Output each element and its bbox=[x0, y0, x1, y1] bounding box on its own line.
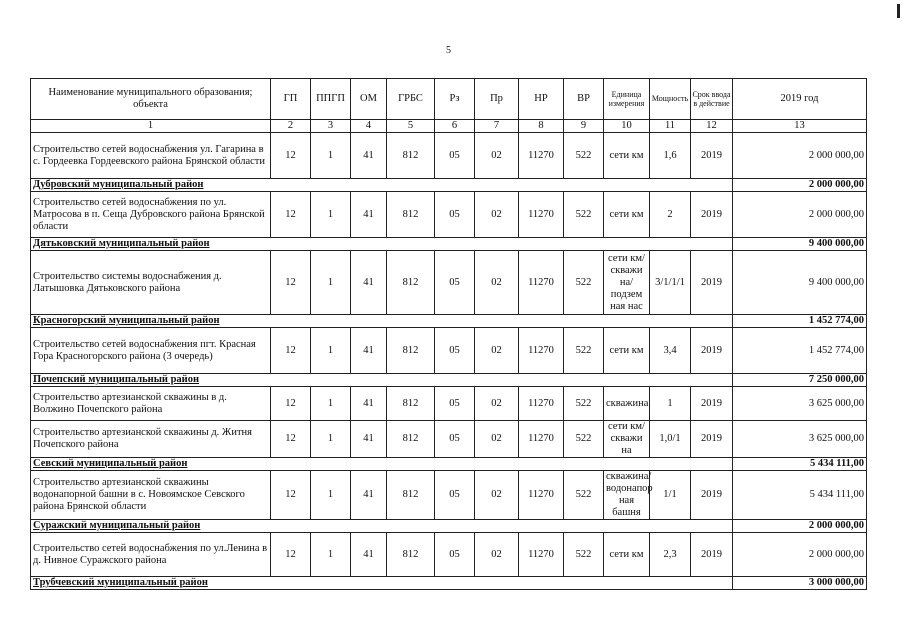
object-name: Строительство артезианской скважины д. Житня Почепского района bbox=[31, 421, 271, 458]
cell-vr: 522 bbox=[564, 387, 604, 421]
cell-capacity: 3/1/1/1 bbox=[650, 251, 691, 315]
cell-amount: 5 434 111,00 bbox=[733, 471, 867, 520]
cell-om: 41 bbox=[351, 471, 387, 520]
cell-vr: 522 bbox=[564, 533, 604, 577]
column-number: 9 bbox=[564, 120, 604, 133]
cell-grbs: 812 bbox=[387, 421, 435, 458]
table-row bbox=[31, 533, 867, 577]
cell-ppgp: 1 bbox=[311, 533, 351, 577]
cell-amount: 2 000 000,00 bbox=[733, 533, 867, 577]
budget-table bbox=[30, 78, 867, 590]
district-name: Севский муниципальный район bbox=[31, 458, 733, 471]
district-name: Дятьковский муниципальный район bbox=[31, 238, 733, 251]
cell-nr: 11270 bbox=[519, 387, 564, 421]
cell-ppgp: 1 bbox=[311, 133, 351, 179]
district-name: Дубровский муниципальный район bbox=[31, 179, 733, 192]
page-number: 5 bbox=[446, 45, 451, 56]
cell-rz: 05 bbox=[435, 471, 475, 520]
column-number: 7 bbox=[475, 120, 519, 133]
district-amount: 5 434 111,00 bbox=[733, 458, 867, 471]
cell-amount: 3 625 000,00 bbox=[733, 421, 867, 458]
scan-edge-mark bbox=[897, 4, 900, 18]
header-gp: ГП bbox=[271, 79, 311, 120]
cell-pr: 02 bbox=[475, 133, 519, 179]
cell-unit: сети км bbox=[604, 192, 650, 238]
cell-grbs: 812 bbox=[387, 533, 435, 577]
cell-grbs: 812 bbox=[387, 133, 435, 179]
cell-nr: 11270 bbox=[519, 328, 564, 374]
district-name: Красногорский муниципальный район bbox=[31, 315, 733, 328]
cell-rz: 05 bbox=[435, 328, 475, 374]
table-row bbox=[31, 251, 867, 315]
cell-rz: 05 bbox=[435, 421, 475, 458]
cell-gp: 12 bbox=[271, 192, 311, 238]
cell-om: 41 bbox=[351, 133, 387, 179]
cell-pr: 02 bbox=[475, 328, 519, 374]
district-row bbox=[31, 238, 867, 251]
cell-unit: скважина/ водонапор ная башня bbox=[604, 471, 650, 520]
cell-pr: 02 bbox=[475, 533, 519, 577]
cell-capacity: 2,3 bbox=[650, 533, 691, 577]
cell-ppgp: 1 bbox=[311, 328, 351, 374]
column-number: 4 bbox=[351, 120, 387, 133]
district-amount: 2 000 000,00 bbox=[733, 520, 867, 533]
cell-amount: 9 400 000,00 bbox=[733, 251, 867, 315]
cell-pr: 02 bbox=[475, 471, 519, 520]
district-amount: 2 000 000,00 bbox=[733, 179, 867, 192]
cell-nr: 11270 bbox=[519, 251, 564, 315]
column-number: 11 bbox=[650, 120, 691, 133]
object-name: Строительство сетей водоснабжения по ул. Матросова в п. Сеща Дубровского района Брянской области bbox=[31, 192, 271, 238]
cell-capacity: 1,6 bbox=[650, 133, 691, 179]
header-unit: Единица измерения bbox=[604, 79, 650, 120]
cell-ppgp: 1 bbox=[311, 421, 351, 458]
header-row bbox=[31, 79, 867, 120]
cell-rz: 05 bbox=[435, 133, 475, 179]
cell-amount: 2 000 000,00 bbox=[733, 192, 867, 238]
district-name: Суражский муниципальный район bbox=[31, 520, 733, 533]
cell-nr: 11270 bbox=[519, 471, 564, 520]
cell-amount: 3 625 000,00 bbox=[733, 387, 867, 421]
column-number: 5 bbox=[387, 120, 435, 133]
table-row bbox=[31, 192, 867, 238]
cell-grbs: 812 bbox=[387, 387, 435, 421]
cell-nr: 11270 bbox=[519, 421, 564, 458]
column-number-row bbox=[31, 120, 867, 133]
cell-amount: 1 452 774,00 bbox=[733, 328, 867, 374]
cell-vr: 522 bbox=[564, 328, 604, 374]
header-ppgp: ППГП bbox=[311, 79, 351, 120]
header-name: Наименование муниципального образования; объекта bbox=[31, 79, 271, 120]
district-name: Трубчевский муниципальный район bbox=[31, 577, 733, 590]
cell-om: 41 bbox=[351, 192, 387, 238]
table-row bbox=[31, 387, 867, 421]
cell-unit: сети км bbox=[604, 533, 650, 577]
cell-term: 2019 bbox=[691, 133, 733, 179]
cell-term: 2019 bbox=[691, 421, 733, 458]
cell-vr: 522 bbox=[564, 471, 604, 520]
column-number: 1 bbox=[31, 120, 271, 133]
header-nr: НР bbox=[519, 79, 564, 120]
cell-capacity: 2 bbox=[650, 192, 691, 238]
header-vr: ВР bbox=[564, 79, 604, 120]
header-term: Срок ввода в действие bbox=[691, 79, 733, 120]
cell-term: 2019 bbox=[691, 192, 733, 238]
header-grbs: ГРБС bbox=[387, 79, 435, 120]
cell-grbs: 812 bbox=[387, 192, 435, 238]
header-capacity: Мощность bbox=[650, 79, 691, 120]
cell-vr: 522 bbox=[564, 421, 604, 458]
district-amount: 3 000 000,00 bbox=[733, 577, 867, 590]
cell-term: 2019 bbox=[691, 251, 733, 315]
cell-unit: скважина bbox=[604, 387, 650, 421]
district-row bbox=[31, 179, 867, 192]
cell-vr: 522 bbox=[564, 133, 604, 179]
cell-om: 41 bbox=[351, 533, 387, 577]
cell-term: 2019 bbox=[691, 328, 733, 374]
district-amount: 7 250 000,00 bbox=[733, 374, 867, 387]
district-name: Почепский муниципальный район bbox=[31, 374, 733, 387]
district-row bbox=[31, 458, 867, 471]
cell-nr: 11270 bbox=[519, 133, 564, 179]
cell-rz: 05 bbox=[435, 387, 475, 421]
cell-term: 2019 bbox=[691, 471, 733, 520]
cell-grbs: 812 bbox=[387, 471, 435, 520]
cell-om: 41 bbox=[351, 421, 387, 458]
cell-amount: 2 000 000,00 bbox=[733, 133, 867, 179]
district-row bbox=[31, 577, 867, 590]
header-rz: Рз bbox=[435, 79, 475, 120]
column-number: 8 bbox=[519, 120, 564, 133]
cell-vr: 522 bbox=[564, 251, 604, 315]
district-amount: 1 452 774,00 bbox=[733, 315, 867, 328]
cell-gp: 12 bbox=[271, 133, 311, 179]
district-row bbox=[31, 374, 867, 387]
column-number: 12 bbox=[691, 120, 733, 133]
cell-om: 41 bbox=[351, 328, 387, 374]
cell-grbs: 812 bbox=[387, 251, 435, 315]
cell-grbs: 812 bbox=[387, 328, 435, 374]
cell-pr: 02 bbox=[475, 251, 519, 315]
column-number: 10 bbox=[604, 120, 650, 133]
cell-nr: 11270 bbox=[519, 533, 564, 577]
district-row bbox=[31, 520, 867, 533]
object-name: Строительство сетей водоснабжения по ул.Ленина в д. Нивное Суражского района bbox=[31, 533, 271, 577]
cell-capacity: 1 bbox=[650, 387, 691, 421]
cell-gp: 12 bbox=[271, 471, 311, 520]
header-pr: Пр bbox=[475, 79, 519, 120]
object-name: Строительство сетей водоснабжения ул. Гагарина в с. Гордеевка Гордеевского района Брянской области bbox=[31, 133, 271, 179]
cell-rz: 05 bbox=[435, 533, 475, 577]
cell-unit: сети км/скважи на bbox=[604, 421, 650, 458]
district-amount: 9 400 000,00 bbox=[733, 238, 867, 251]
table-row bbox=[31, 421, 867, 458]
cell-unit: сети км bbox=[604, 133, 650, 179]
table-row bbox=[31, 328, 867, 374]
header-om: ОМ bbox=[351, 79, 387, 120]
cell-ppgp: 1 bbox=[311, 251, 351, 315]
cell-capacity: 1,0/1 bbox=[650, 421, 691, 458]
object-name: Строительство артезианской скважины в д. Волжино Почепского района bbox=[31, 387, 271, 421]
cell-gp: 12 bbox=[271, 251, 311, 315]
cell-gp: 12 bbox=[271, 533, 311, 577]
cell-capacity: 3,4 bbox=[650, 328, 691, 374]
cell-vr: 522 bbox=[564, 192, 604, 238]
cell-unit: сети км/скважи на/подзем ная нас bbox=[604, 251, 650, 315]
cell-gp: 12 bbox=[271, 421, 311, 458]
cell-ppgp: 1 bbox=[311, 387, 351, 421]
cell-pr: 02 bbox=[475, 192, 519, 238]
cell-capacity: 1/1 bbox=[650, 471, 691, 520]
district-row bbox=[31, 315, 867, 328]
table-row bbox=[31, 133, 867, 179]
column-number: 13 bbox=[733, 120, 867, 133]
cell-nr: 11270 bbox=[519, 192, 564, 238]
cell-term: 2019 bbox=[691, 387, 733, 421]
object-name: Строительство артезианской скважины водонапорной башни в с. Новоямское Севского района Брянской области bbox=[31, 471, 271, 520]
cell-ppgp: 1 bbox=[311, 471, 351, 520]
cell-pr: 02 bbox=[475, 387, 519, 421]
cell-gp: 12 bbox=[271, 328, 311, 374]
cell-ppgp: 1 bbox=[311, 192, 351, 238]
object-name: Строительство системы водоснабжения д. Латышовка Дятьковского района bbox=[31, 251, 271, 315]
cell-term: 2019 bbox=[691, 533, 733, 577]
cell-rz: 05 bbox=[435, 251, 475, 315]
cell-pr: 02 bbox=[475, 421, 519, 458]
column-number: 6 bbox=[435, 120, 475, 133]
column-number: 2 bbox=[271, 120, 311, 133]
table-row bbox=[31, 471, 867, 520]
header-year: 2019 год bbox=[733, 79, 867, 120]
column-number: 3 bbox=[311, 120, 351, 133]
cell-rz: 05 bbox=[435, 192, 475, 238]
object-name: Строительство сетей водоснабжения пгт. Красная Гора Красногорского района (3 очередь) bbox=[31, 328, 271, 374]
cell-unit: сети км bbox=[604, 328, 650, 374]
cell-om: 41 bbox=[351, 251, 387, 315]
cell-gp: 12 bbox=[271, 387, 311, 421]
cell-om: 41 bbox=[351, 387, 387, 421]
